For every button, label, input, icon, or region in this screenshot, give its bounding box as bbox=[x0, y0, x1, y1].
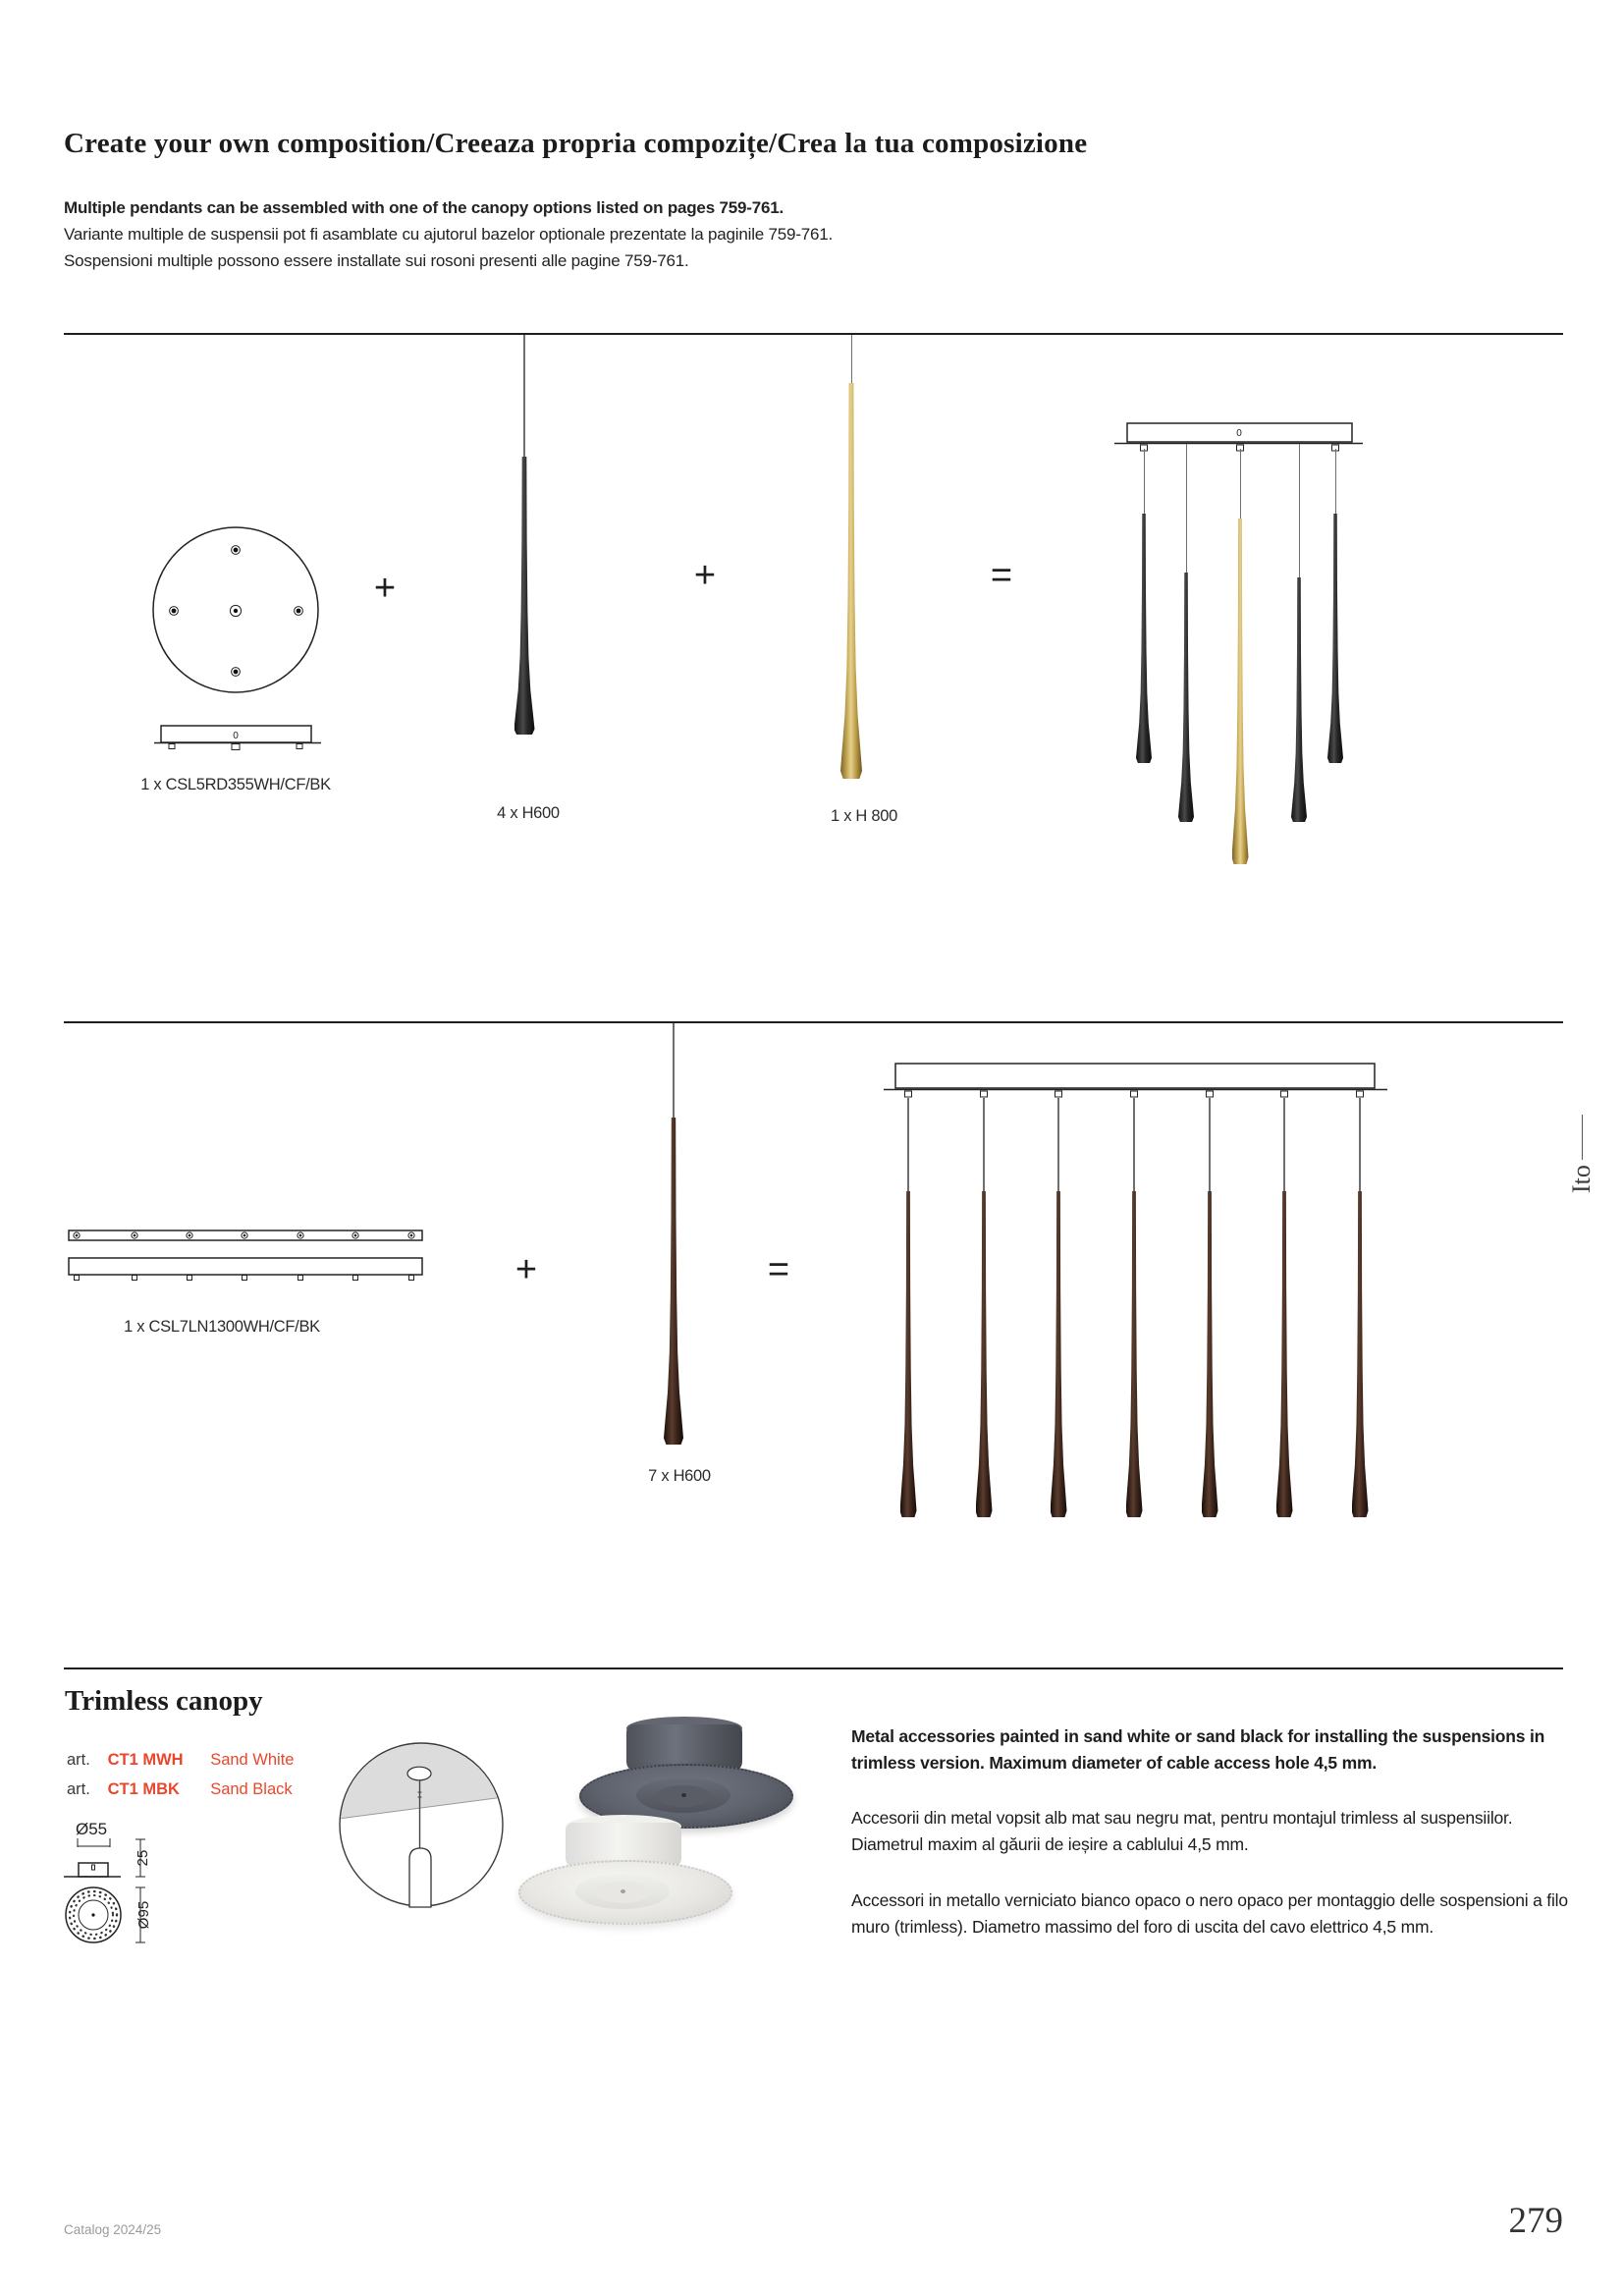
art-finish: Sand White bbox=[210, 1751, 295, 1769]
product-name-ito bbox=[1568, 1100, 1596, 1193]
art-finish: Sand Black bbox=[210, 1780, 293, 1798]
pendant-cable bbox=[1299, 444, 1301, 577]
pendant-body-brown bbox=[1352, 1191, 1369, 1517]
pendant-cable bbox=[1186, 444, 1188, 573]
canopy-hole-mark: 0 bbox=[1236, 428, 1242, 439]
pendant-body-brown bbox=[900, 1191, 917, 1517]
page-title: Create your own composition/Creeaza propria compozițe/Crea la tua composizione bbox=[64, 128, 1088, 159]
linear-canopy-label: 1 x CSL7LN1300WH/CF/BK bbox=[124, 1318, 320, 1336]
divider-middle bbox=[64, 1021, 1563, 1023]
description-it: Sospensioni multiple possono essere installate sui rosoni presenti alle pagine 759-761. bbox=[64, 251, 689, 270]
pendant-cable bbox=[907, 1098, 909, 1191]
pendant-body-brown bbox=[664, 1118, 683, 1445]
canopy-hole-mark: 0 bbox=[233, 731, 239, 741]
pendant-cable bbox=[1240, 449, 1242, 519]
art-code: CT1 MWH bbox=[107, 1751, 184, 1769]
pendant-cable bbox=[1283, 1098, 1285, 1191]
product-name-rule bbox=[1582, 1115, 1583, 1160]
trimless-dimension-drawing bbox=[57, 1815, 170, 1957]
pendant-body-brown bbox=[1051, 1191, 1067, 1517]
canopy-center-hole bbox=[621, 1889, 625, 1893]
plus-operator-2: + bbox=[693, 555, 717, 596]
trimless-desc-ro: Accesorii din metal vopsit alb mat sau negru mat, pentru montajul trimless al suspensiilor. Diametrul maxim al găurii de ieșire a cablului 4,5 mm. bbox=[851, 1808, 1513, 1854]
pendant-body-black bbox=[514, 457, 535, 735]
round-canopy-label: 1 x CSL5RD355WH/CF/BK bbox=[140, 776, 331, 793]
pendant-brown-label: 7 x H600 bbox=[648, 1467, 711, 1485]
canopy-photo-sand-black bbox=[577, 1721, 793, 1827]
equals-operator-1: = bbox=[990, 555, 1013, 596]
pendant-body-brown bbox=[1126, 1191, 1143, 1517]
article-row-sand-white bbox=[67, 1751, 294, 1773]
dim-height: 25 bbox=[135, 1849, 151, 1867]
pendant-body-black bbox=[1327, 514, 1343, 763]
plus-operator-3: + bbox=[514, 1249, 538, 1290]
pendant-body-brown bbox=[1202, 1191, 1218, 1517]
footer-catalog-label: Catalog 2024/25 bbox=[64, 2222, 162, 2237]
pendant-body-brown bbox=[1276, 1191, 1293, 1517]
pendant-body-black bbox=[1136, 514, 1152, 763]
trimless-desc-it: Accessori in metallo verniciato bianco opaco o nero opaco per montaggio delle sospensioni a filo muro (trimless). Diametro massimo del foro di uscita del cavo elettrico 4,5 mm. bbox=[851, 1890, 1568, 1937]
linear-canopy-diagram bbox=[59, 1223, 432, 1284]
pendant-body-gold bbox=[1232, 519, 1249, 864]
description-ro: Variante multiple de suspensii pot fi asamblate cu ajutorul bazelor optionale prezentate la paginile 759-761. bbox=[64, 225, 834, 244]
dim-diameter-top: Ø55 bbox=[76, 1820, 108, 1838]
product-name-label: Ito bbox=[1567, 1165, 1596, 1193]
pendant-cable bbox=[1335, 449, 1337, 514]
divider-top bbox=[64, 333, 1563, 335]
composition2-canopy-bar bbox=[884, 1059, 1389, 1098]
pendant-cable bbox=[1144, 449, 1146, 514]
pendant-cable bbox=[523, 335, 525, 457]
divider-bottom bbox=[64, 1667, 1563, 1669]
pendant-cable bbox=[851, 335, 853, 383]
pendant-body-black bbox=[1291, 577, 1307, 822]
equals-operator-2: = bbox=[767, 1249, 790, 1290]
trimless-detail-illustration bbox=[337, 1740, 506, 1909]
plus-operator-1: + bbox=[373, 568, 397, 609]
pendant-gold-label: 1 x H 800 bbox=[831, 807, 897, 825]
round-canopy-diagram bbox=[137, 515, 334, 755]
dim-diameter-base: Ø95 bbox=[135, 1900, 152, 1930]
pendant-cable bbox=[1133, 1098, 1135, 1191]
canopy-center-hole bbox=[681, 1793, 686, 1797]
canopy-photo-sand-white bbox=[518, 1819, 729, 1927]
footer-page-number: 279 bbox=[1508, 2201, 1563, 2241]
trimless-title: Trimless canopy bbox=[65, 1685, 263, 1717]
trimless-desc-en: Metal accessories painted in sand white or sand black for installing the suspensions in trimless version. Maximum diameter of cable access hole 4,5 mm. bbox=[851, 1726, 1545, 1773]
description-en: Multiple pendants can be assembled with one of the canopy options listed on pages 759-761. bbox=[64, 198, 784, 217]
pendant-cable bbox=[1209, 1098, 1211, 1191]
pendant-body-black bbox=[1178, 573, 1194, 822]
pendant-body-brown bbox=[976, 1191, 993, 1517]
pendant-cable bbox=[1057, 1098, 1059, 1191]
art-code: CT1 MBK bbox=[107, 1780, 180, 1798]
pendant-cable bbox=[983, 1098, 985, 1191]
art-prefix: art. bbox=[67, 1751, 90, 1769]
art-prefix: art. bbox=[67, 1780, 90, 1798]
pendant-cable bbox=[1359, 1098, 1361, 1191]
pendant-black-label: 4 x H600 bbox=[497, 804, 560, 822]
article-row-sand-black bbox=[67, 1780, 293, 1802]
pendant-cable bbox=[673, 1023, 675, 1118]
pendant-body-gold bbox=[840, 383, 862, 779]
